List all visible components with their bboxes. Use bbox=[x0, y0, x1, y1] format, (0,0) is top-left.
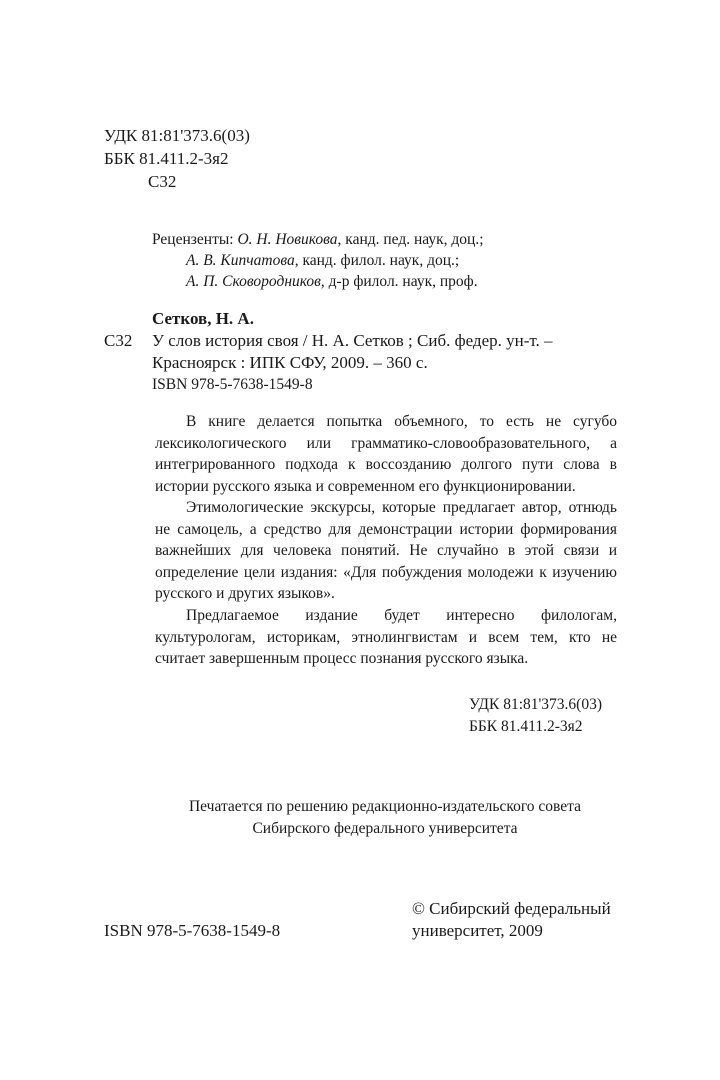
reviewer-1 bbox=[152, 231, 484, 249]
catalog-isbn: ISBN 978-5-7638-1549-8 bbox=[152, 376, 313, 393]
reviewer-3 bbox=[186, 273, 478, 291]
header-udk: УДК 81:81'373.6(03) bbox=[104, 126, 250, 145]
reviewer-2-desc: , канд. филол. наук, доц.; bbox=[294, 252, 460, 269]
classification-bbk: ББК 81.411.2-3я2 bbox=[469, 718, 583, 735]
reviewer-1-name: О. Н. Новикова bbox=[237, 231, 338, 248]
copyright-line2: университет, 2009 bbox=[412, 921, 543, 940]
publisher-note-line1: Печатается по решению редакционно-издательского совета bbox=[188, 798, 581, 815]
header-bbk: ББК 81.411.2-3я2 bbox=[104, 149, 229, 168]
publisher-note-line2: Сибирского федерального университета bbox=[252, 820, 518, 837]
reviewer-2-name: А. В. Кипчатова bbox=[186, 252, 295, 269]
catalog-title-line2: Красноярск : ИПК СФУ, 2009. – 360 с. bbox=[152, 353, 428, 372]
catalog-author: Сетков, Н. А. bbox=[152, 309, 254, 328]
catalog-title-line1: У слов история своя / Н. А. Сетков ; Сиб. федер. ун-т. – bbox=[152, 331, 553, 350]
reviewer-3-desc: , д-р филол. наук, проф. bbox=[320, 273, 478, 290]
reviewer-3-name: А. П. Сковородников bbox=[186, 273, 321, 290]
header-code: С32 bbox=[148, 172, 177, 191]
catalog-code: С32 bbox=[104, 331, 133, 350]
abstract-paragraph-3: Предлагаемое издание будет интересно филологам, культурологам, историкам, этнолингвистам и всем тем, кто не считает завершенным процесс познания русского языка. bbox=[155, 607, 617, 667]
abstract-paragraph-1: В книге делается попытка объемного, то есть не сугубо лексикологического или грамматико-словообразовательного, а интегрированного подхода к воссозданию долгого пути слова в истории русского языка и современном его функционировании. bbox=[155, 413, 617, 495]
reviewer-2 bbox=[186, 252, 459, 270]
classification-udk: УДК 81:81'373.6(03) bbox=[469, 696, 602, 713]
abstract-paragraph-2: Этимологические экскурсы, которые предлагает автор, отнюдь не самоцель, а средство для демонстрации истории формирования важнейших для человека понятий. Не случайно в этой связи и определение цели издания: «Для побуждения молодежи к изучению русского и других языков». bbox=[155, 499, 617, 602]
reviewers-label: Рецензенты: bbox=[152, 231, 238, 248]
copyright-line1: © Сибирский федеральный bbox=[412, 899, 611, 918]
reviewer-1-desc: , канд. пед. наук, доц.; bbox=[337, 231, 484, 248]
footer-isbn: ISBN 978-5-7638-1549-8 bbox=[104, 921, 281, 940]
